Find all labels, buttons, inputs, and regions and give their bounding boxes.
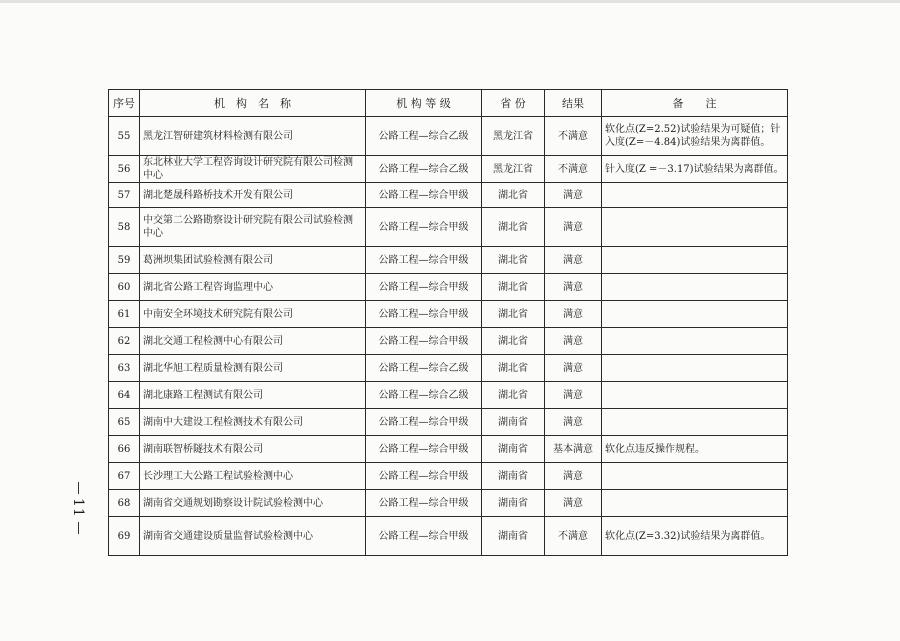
cell-name: 中交第二公路勘察设计研究院有限公司试验检测中心 <box>140 208 366 247</box>
cell-name: 湖南省交通规划勘察设计院试验检测中心 <box>140 490 366 517</box>
cell-no: 65 <box>109 409 140 436</box>
cell-note <box>602 409 788 436</box>
table-row <box>109 156 788 183</box>
cell-no: 66 <box>109 436 140 463</box>
cell-grade: 公路工程—综合甲级 <box>366 301 482 328</box>
cell-name: 湖北省公路工程咨询监理中心 <box>140 274 366 301</box>
cell-no: 63 <box>109 355 140 382</box>
cell-province: 黑龙江省 <box>482 156 545 183</box>
header-note: 备 注 <box>602 90 788 117</box>
cell-province: 湖南省 <box>482 463 545 490</box>
cell-name: 湖北康路工程测试有限公司 <box>140 382 366 409</box>
cell-name: 中南安全环境技术研究院有限公司 <box>140 301 366 328</box>
cell-province: 湖北省 <box>482 382 545 409</box>
cell-note: 软化点违反操作规程。 <box>602 436 788 463</box>
cell-result: 满意 <box>545 328 602 355</box>
header-name: 机 构 名 称 <box>140 90 366 117</box>
header-province: 省 份 <box>482 90 545 117</box>
cell-no: 58 <box>109 208 140 247</box>
table-row <box>109 117 788 156</box>
cell-note <box>602 274 788 301</box>
cell-grade: 公路工程—综合甲级 <box>366 208 482 247</box>
cell-result: 满意 <box>545 409 602 436</box>
header-grade: 机 构 等 级 <box>366 90 482 117</box>
table-row <box>109 183 788 208</box>
cell-no: 61 <box>109 301 140 328</box>
cell-name: 长沙理工大公路工程试验检测中心 <box>140 463 366 490</box>
cell-no: 56 <box>109 156 140 183</box>
table-row <box>109 301 788 328</box>
cell-grade: 公路工程—综合乙级 <box>366 382 482 409</box>
cell-province: 湖北省 <box>482 301 545 328</box>
cell-note: 针入度(Z =－3.17)试验结果为离群值。 <box>602 156 788 183</box>
cell-result: 不满意 <box>545 156 602 183</box>
page-number-text: 11 <box>70 498 86 518</box>
cell-no: 55 <box>109 117 140 156</box>
header-result: 结果 <box>545 90 602 117</box>
header-no: 序号 <box>109 90 140 117</box>
cell-note <box>602 328 788 355</box>
cell-note <box>602 355 788 382</box>
cell-province: 湖南省 <box>482 490 545 517</box>
cell-grade: 公路工程—综合甲级 <box>366 247 482 274</box>
cell-grade: 公路工程—综合乙级 <box>366 117 482 156</box>
cell-name: 湖南省交通建设质量监督试验检测中心 <box>140 517 366 556</box>
table-row <box>109 355 788 382</box>
cell-no: 60 <box>109 274 140 301</box>
cell-note <box>602 183 788 208</box>
cell-no: 62 <box>109 328 140 355</box>
cell-result: 满意 <box>545 490 602 517</box>
page-number <box>66 482 90 542</box>
cell-province: 湖北省 <box>482 247 545 274</box>
cell-no: 69 <box>109 517 140 556</box>
table-row <box>109 517 788 556</box>
cell-note <box>602 301 788 328</box>
cell-name: 东北林业大学工程咨询设计研究院有限公司检测中心 <box>140 156 366 183</box>
cell-result: 满意 <box>545 247 602 274</box>
cell-province: 湖南省 <box>482 436 545 463</box>
cell-result: 满意 <box>545 208 602 247</box>
page-number-dash-top <box>78 482 79 494</box>
cell-note <box>602 490 788 517</box>
cell-result: 满意 <box>545 301 602 328</box>
cell-province: 湖北省 <box>482 355 545 382</box>
table-row <box>109 436 788 463</box>
cell-grade: 公路工程—综合甲级 <box>366 328 482 355</box>
cell-note <box>602 382 788 409</box>
cell-name: 黑龙江智研建筑材料检测有限公司 <box>140 117 366 156</box>
lab-results-table <box>108 89 788 556</box>
cell-grade: 公路工程—综合甲级 <box>366 517 482 556</box>
cell-no: 67 <box>109 463 140 490</box>
cell-result: 满意 <box>545 382 602 409</box>
cell-province: 湖北省 <box>482 183 545 208</box>
cell-no: 68 <box>109 490 140 517</box>
cell-grade: 公路工程—综合甲级 <box>366 490 482 517</box>
cell-name: 湖南中大建设工程检测技术有限公司 <box>140 409 366 436</box>
cell-note: 软化点(Z=2.52)试验结果为可疑值；针入度(Z=－4.84)试验结果为离群值。 <box>602 117 788 156</box>
cell-name: 湖北楚晟科路桥技术开发有限公司 <box>140 183 366 208</box>
cell-grade: 公路工程—综合甲级 <box>366 274 482 301</box>
cell-province: 湖北省 <box>482 274 545 301</box>
cell-no: 57 <box>109 183 140 208</box>
cell-grade: 公路工程—综合甲级 <box>366 409 482 436</box>
table-row <box>109 463 788 490</box>
page-number-dash-bottom <box>78 522 79 534</box>
cell-name: 湖南联智桥隧技术有限公司 <box>140 436 366 463</box>
table-row <box>109 247 788 274</box>
cell-province: 湖南省 <box>482 517 545 556</box>
cell-province: 黑龙江省 <box>482 117 545 156</box>
table-row <box>109 490 788 517</box>
cell-name: 湖北华旭工程质量检测有限公司 <box>140 355 366 382</box>
cell-grade: 公路工程—综合甲级 <box>366 436 482 463</box>
table-row <box>109 409 788 436</box>
table-header-row <box>109 90 788 117</box>
cell-note: 软化点(Z=3.32)试验结果为离群值。 <box>602 517 788 556</box>
table-row <box>109 328 788 355</box>
cell-note <box>602 463 788 490</box>
cell-grade: 公路工程—综合乙级 <box>366 156 482 183</box>
cell-note <box>602 208 788 247</box>
cell-result: 满意 <box>545 274 602 301</box>
cell-grade: 公路工程—综合甲级 <box>366 463 482 490</box>
cell-grade: 公路工程—综合甲级 <box>366 183 482 208</box>
cell-no: 59 <box>109 247 140 274</box>
cell-grade: 公路工程—综合乙级 <box>366 355 482 382</box>
cell-name: 葛洲坝集团试验检测有限公司 <box>140 247 366 274</box>
table-row <box>109 208 788 247</box>
cell-result: 不满意 <box>545 117 602 156</box>
cell-province: 湖南省 <box>482 409 545 436</box>
cell-no: 64 <box>109 382 140 409</box>
cell-note <box>602 247 788 274</box>
cell-result: 不满意 <box>545 517 602 556</box>
cell-result: 基本满意 <box>545 436 602 463</box>
cell-result: 满意 <box>545 463 602 490</box>
cell-province: 湖北省 <box>482 208 545 247</box>
cell-name: 湖北交通工程检测中心有限公司 <box>140 328 366 355</box>
table-row <box>109 382 788 409</box>
cell-result: 满意 <box>545 183 602 208</box>
scan-top-edge <box>0 0 900 3</box>
table-row <box>109 274 788 301</box>
cell-province: 湖北省 <box>482 328 545 355</box>
cell-result: 满意 <box>545 355 602 382</box>
